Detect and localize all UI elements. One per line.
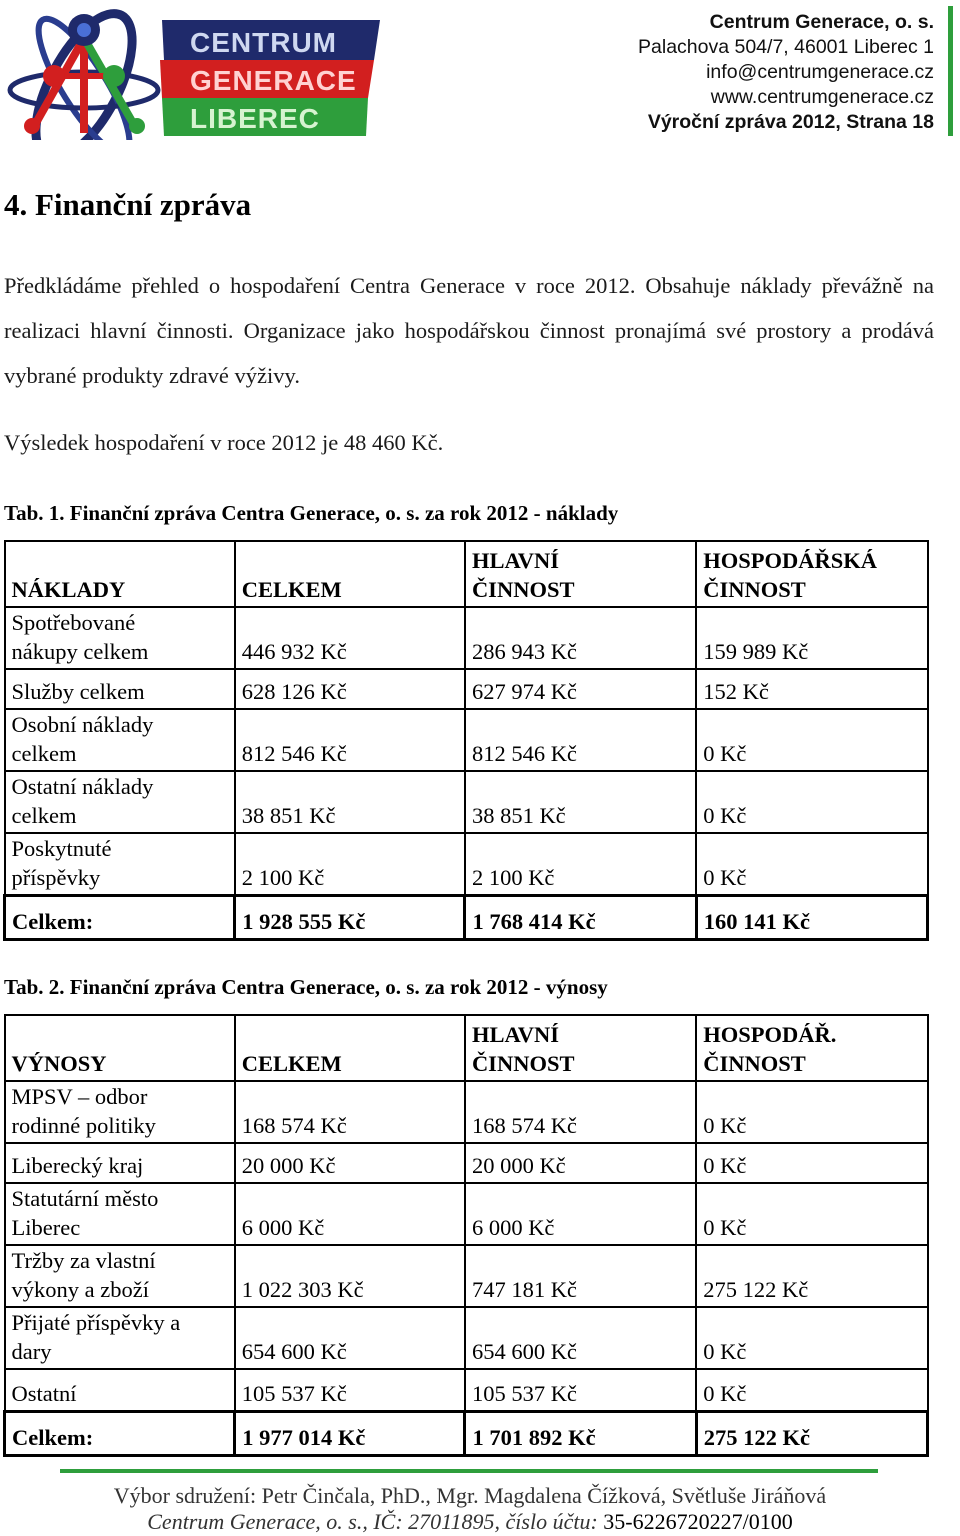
- value-total: 168 574 Kč: [235, 1081, 465, 1143]
- header-cell: HOSPODÁŘ. ČINNOST: [696, 1015, 927, 1081]
- logo-figure: [10, 8, 158, 140]
- value-econ: 159 989 Kč: [696, 607, 927, 669]
- row-label: Služby celkem: [5, 669, 235, 709]
- value-main: 747 181 Kč: [465, 1245, 696, 1307]
- value-total: 446 932 Kč: [235, 607, 465, 669]
- table-row: [5, 1245, 928, 1307]
- totals-label: Celkem:: [5, 1411, 235, 1455]
- row-label: Statutární město Liberec: [5, 1183, 235, 1245]
- table-row: [5, 709, 928, 771]
- value-econ: 0 Kč: [696, 833, 927, 896]
- centrum-generace-logo: [2, 8, 382, 140]
- header-cell: HLAVNÍ ČINNOST: [465, 1015, 696, 1081]
- expenses-table: [3, 540, 929, 941]
- table-row: [5, 1183, 928, 1245]
- row-label: Ostatní náklady celkem: [5, 771, 235, 833]
- row-label: Poskytnuté příspěvky: [5, 833, 235, 896]
- totals-main: 1 768 414 Kč: [465, 896, 696, 940]
- value-main: 6 000 Kč: [465, 1183, 696, 1245]
- value-econ: 152 Kč: [696, 669, 927, 709]
- value-econ: 0 Kč: [696, 1183, 927, 1245]
- totals-total: 1 977 014 Kč: [235, 1411, 465, 1455]
- revenues-table: [3, 1014, 929, 1457]
- value-econ: 0 Kč: [696, 1307, 927, 1369]
- table-row: [5, 607, 928, 669]
- intro-paragraph: Předkládáme přehled o hospodaření Centra Generace v roce 2012. Obsahuje náklady převážně na realizaci hlavní činnosti. Organizace jako hospodářskou činnost pronajímá své prostory a prodává vybrané produkty zdravé výživy.: [4, 273, 934, 388]
- header-cell: NÁKLADY: [5, 541, 235, 607]
- row-label: Přijaté příspěvky a dary: [5, 1307, 235, 1369]
- totals-label: Celkem:: [5, 896, 235, 940]
- header-cell: CELKEM: [235, 541, 465, 607]
- footer-org-prefix: Centrum Generace, o. s., IČ: 27011895, číslo účtu:: [147, 1509, 598, 1534]
- table-row: [5, 1143, 928, 1183]
- logo-text-centrum: CENTRUM: [190, 27, 337, 58]
- website-link[interactable]: www.centrumgenerace.cz: [710, 86, 934, 108]
- row-label: Spotřebované nákupy celkem: [5, 607, 235, 669]
- value-main: 654 600 Kč: [465, 1307, 696, 1369]
- value-total: 628 126 Kč: [235, 669, 465, 709]
- value-econ: 0 Kč: [696, 1143, 927, 1183]
- value-total: 38 851 Kč: [235, 771, 465, 833]
- totals-econ: 160 141 Kč: [696, 896, 927, 940]
- header-cell: VÝNOSY: [5, 1015, 235, 1081]
- logo-text-generace: GENERACE: [190, 65, 357, 96]
- table-row: [5, 1369, 928, 1411]
- value-total: 20 000 Kč: [235, 1143, 465, 1183]
- totals-row: [5, 1411, 928, 1455]
- header-green-bar: [948, 6, 953, 136]
- totals-econ: 275 122 Kč: [696, 1411, 927, 1455]
- value-main: 38 851 Kč: [465, 771, 696, 833]
- table-header-row: [5, 541, 928, 607]
- value-total: 105 537 Kč: [235, 1369, 465, 1411]
- value-main: 627 974 Kč: [465, 669, 696, 709]
- value-total: 654 600 Kč: [235, 1307, 465, 1369]
- table1-caption: Tab. 1. Finanční zpráva Centra Generace, o. s. za rok 2012 - náklady: [4, 501, 619, 525]
- org-name: Centrum Generace, o. s.: [709, 11, 934, 33]
- value-econ: 0 Kč: [696, 1369, 927, 1411]
- value-total: 2 100 Kč: [235, 833, 465, 896]
- value-main: 812 546 Kč: [465, 709, 696, 771]
- value-econ: 275 122 Kč: [696, 1245, 927, 1307]
- row-label: Ostatní: [5, 1369, 235, 1411]
- contact-block: [638, 10, 934, 135]
- footer-account-number: 35-6226720227/0100: [603, 1509, 793, 1534]
- row-label: Osobní náklady celkem: [5, 709, 235, 771]
- value-econ: 0 Kč: [696, 709, 927, 771]
- table-row: [5, 1081, 928, 1143]
- email-link[interactable]: info@centrumgenerace.cz: [706, 61, 934, 83]
- footer-green-line: [60, 1469, 878, 1473]
- address: Palachova 504/7, 46001 Liberec 1: [638, 36, 934, 58]
- footer-org-info: [0, 1508, 940, 1536]
- row-label: MPSV – odbor rodinné politiky: [5, 1081, 235, 1143]
- totals-total: 1 928 555 Kč: [235, 896, 465, 940]
- header-cell: CELKEM: [235, 1015, 465, 1081]
- value-total: 1 022 303 Kč: [235, 1245, 465, 1307]
- table-row: [5, 1307, 928, 1369]
- row-label: Liberecký kraj: [5, 1143, 235, 1183]
- table2-caption: Tab. 2. Finanční zpráva Centra Generace, o. s. za rok 2012 - výnosy: [4, 975, 608, 999]
- value-main: 105 537 Kč: [465, 1369, 696, 1411]
- totals-row: [5, 896, 928, 940]
- section-heading: 4. Finanční zpráva: [4, 187, 252, 222]
- row-label: Tržby za vlastní výkony a zboží: [5, 1245, 235, 1307]
- result-paragraph: Výsledek hospodaření v roce 2012 je 48 460 Kč.: [4, 430, 444, 455]
- value-econ: 0 Kč: [696, 771, 927, 833]
- table-row: [5, 833, 928, 896]
- value-main: 2 100 Kč: [465, 833, 696, 896]
- value-total: 812 546 Kč: [235, 709, 465, 771]
- report-page: Výroční zpráva 2012, Strana 18: [647, 111, 934, 133]
- value-main: 286 943 Kč: [465, 607, 696, 669]
- value-econ: 0 Kč: [696, 1081, 927, 1143]
- header-cell: HOSPODÁŘSKÁ ČINNOST: [696, 541, 927, 607]
- value-main: 168 574 Kč: [465, 1081, 696, 1143]
- totals-main: 1 701 892 Kč: [465, 1411, 696, 1455]
- footer-committee: Výbor sdružení: Petr Činčala, PhD., Mgr. Magdalena Čížková, Světluše Jiráňová: [113, 1483, 827, 1508]
- logo-text-liberec: LIBEREC: [190, 103, 320, 134]
- value-main: 20 000 Kč: [465, 1143, 696, 1183]
- table-header-row: [5, 1015, 928, 1081]
- table-row: [5, 669, 928, 709]
- value-total: 6 000 Kč: [235, 1183, 465, 1245]
- header-cell: HLAVNÍ ČINNOST: [465, 541, 696, 607]
- table-row: [5, 771, 928, 833]
